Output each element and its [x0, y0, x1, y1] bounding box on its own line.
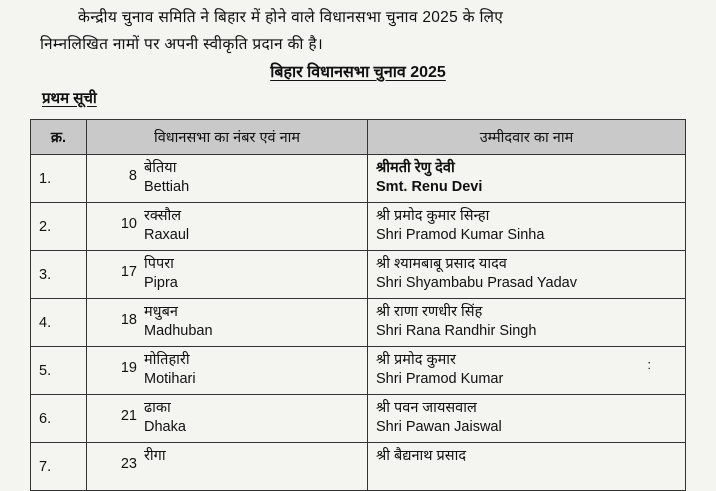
header-serial: क्र. [31, 120, 87, 155]
candidate-name-hindi: श्रीमती रेणु देवी [376, 160, 455, 176]
document-title: बिहार विधानसभा चुनाव 2025 [270, 64, 446, 81]
candidate-name-english: Shri Pramod Kumar [376, 371, 504, 387]
constituency-name-hindi: मधुबन [144, 304, 178, 320]
constituency-cell [87, 443, 368, 491]
constituency-number: 8 [128, 168, 137, 184]
list-heading: प्रथम सूची [42, 90, 97, 107]
candidate-name-hindi: श्री श्यामबाबू प्रसाद यादव [376, 256, 507, 272]
table-row [31, 299, 686, 347]
candidate-cell [368, 251, 686, 299]
header-candidate: उम्मीदवार का नाम [368, 120, 686, 155]
table-row [31, 251, 686, 299]
constituency-name-hindi: रक्सौल [144, 208, 182, 224]
intro-paragraph [40, 4, 700, 58]
serial-number: 6. [31, 395, 87, 443]
table-row [31, 347, 686, 395]
candidate-cell [368, 203, 686, 251]
constituency-name-english: Pipra [144, 275, 178, 291]
candidate-name-english: Shri Pawan Jaiswal [376, 419, 502, 435]
constituency-name-hindi: ढाका [144, 400, 171, 416]
intro-line-1: केन्द्रीय चुनाव समिति ने बिहार में होने वाले विधानसभा चुनाव 2025 के लिए [78, 9, 504, 26]
table-row [31, 395, 686, 443]
candidate-name-english: Smt. Renu Devi [376, 179, 483, 195]
serial-number: 4. [31, 299, 87, 347]
constituency-name-hindi: मोतिहारी [144, 352, 190, 368]
serial-number: 1. [31, 155, 87, 203]
candidate-table [30, 119, 686, 491]
constituency-name-english: Bettiah [144, 179, 190, 195]
margin-mark: : [647, 357, 651, 372]
candidate-cell [368, 395, 686, 443]
constituency-name-english: Raxaul [144, 227, 190, 243]
candidate-name-hindi: श्री प्रमोद कुमार सिन्हा [376, 208, 490, 224]
constituency-cell [87, 347, 368, 395]
candidate-name-hindi: श्री बैद्यनाथ प्रसाद [376, 448, 467, 464]
table-row [31, 155, 686, 203]
candidate-name-hindi: श्री प्रमोद कुमार [376, 352, 456, 368]
candidate-cell [368, 347, 686, 395]
constituency-number: 23 [120, 456, 137, 472]
serial-number: 3. [31, 251, 87, 299]
constituency-cell [87, 251, 368, 299]
constituency-cell [87, 299, 368, 347]
header-constituency: विधानसभा का नंबर एवं नाम [87, 120, 368, 155]
constituency-name-hindi: पिपरा [144, 256, 174, 272]
constituency-number: 10 [120, 216, 137, 232]
candidate-name-english: Shri Shyambabu Prasad Yadav [376, 275, 577, 291]
intro-line-2: निम्नलिखित नामों पर अपनी स्वीकृति प्रदान की है। [40, 36, 324, 53]
candidate-name-english: Shri Pramod Kumar Sinha [376, 227, 545, 243]
constituency-cell [87, 395, 368, 443]
constituency-cell [87, 203, 368, 251]
constituency-name-hindi: रीगा [144, 448, 166, 464]
candidate-cell [368, 155, 686, 203]
constituency-number: 19 [120, 360, 137, 376]
serial-number: 2. [31, 203, 87, 251]
candidate-cell [368, 443, 686, 491]
constituency-name-english: Motihari [144, 371, 196, 387]
constituency-number: 21 [120, 408, 137, 424]
table-row [31, 203, 686, 251]
constituency-name-hindi: बेतिया [144, 160, 177, 176]
candidate-name-hindi: श्री पवन जायसवाल [376, 400, 477, 416]
table-header-row [31, 120, 686, 155]
table-row [31, 443, 686, 491]
constituency-name-english: Madhuban [144, 323, 213, 339]
constituency-name-english: Dhaka [144, 419, 186, 435]
candidate-name-hindi: श्री राणा रणधीर सिंह [376, 304, 483, 320]
candidate-name-english: Shri Rana Randhir Singh [376, 323, 537, 339]
constituency-number: 17 [120, 264, 137, 280]
constituency-cell [87, 155, 368, 203]
serial-number: 7. [31, 443, 87, 491]
constituency-number: 18 [120, 312, 137, 328]
candidate-cell [368, 299, 686, 347]
serial-number: 5. [31, 347, 87, 395]
